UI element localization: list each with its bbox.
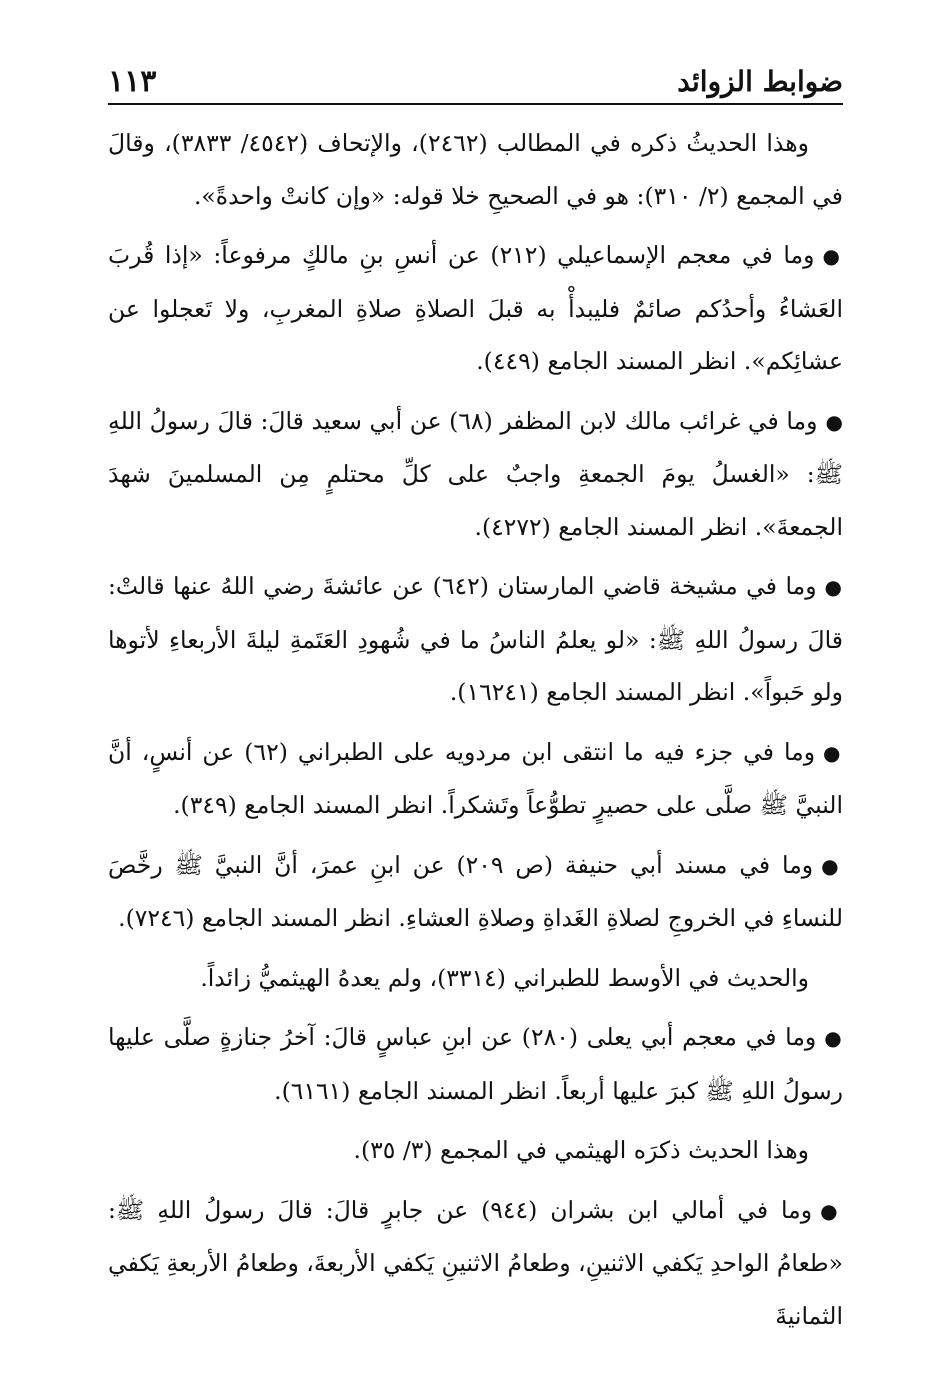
paragraph: وهذا الحديثُ ذكره في المطالب (٢٤٦٢)، والإتحاف (٤٥٤٢/ ٣٨٣٣)، وقالَ في المجمع (٢/ ٣١٠): هو في الصحيحِ خلا قوله: «وإن كانتْ واحدةً». [108,129,843,210]
paragraph: ●وما في معجم أبي يعلى (٢٨٠) عن ابنِ عباسٍ قالَ: آخرُ جنازةٍ صلَّى عليها رسولُ اللهِ ﷺ كبرَ عليها أربعاً. انظر المسند الجامع (٦١٦١). [108,1023,844,1105]
bullet-icon: ● [824,575,844,599]
paragraph: والحديث في الأوسط للطبراني (٣٣١٤)، ولم يعدهُ الهيثميُّ زائداً. [200,963,809,992]
paragraph: ●وما في غرائب مالك لابن المظفر (٦٨) عن أبي سعيد قالَ: قالَ رسولُ اللهِ ﷺ: «الغسلُ يومَ الجمعةِ واجبٌ على كلِّ محتلمٍ مِن المسلمينَ شهدَ الجمعةَ». انظر المسند الجامع (٤٢٧٢). [108,406,844,541]
page-body [108,117,843,1349]
paragraph: ●وما في جزء فيه ما انتقى ابن مردويه على الطبراني (٦٢) عن أنسٍ، أنَّ النبيَّ ﷺ صلَّى على حصيرٍ تطوُّعاً وتَشكراً. انظر المسند الجامع (٣٤٩). [108,737,844,819]
paragraph: ●وما في معجم الإسماعيلي (٢١٢) عن أنسِ بنِ مالكٍ مرفوعاً: «إذا قُربَ العَشاءُ وأحدُكم صائمٌ فليبدأْ به قبلَ الصلاةِ صلاةِ المغربِ، ولا تَعجلوا عن عشائِكم». انظر المسند الجامع (٤٤٩). [108,241,843,375]
bullet-icon: ● [820,1198,844,1223]
page-number: ١١٣ [108,64,157,99]
bullet-icon: ● [821,853,844,878]
bullet-icon: ● [824,1026,844,1050]
paragraph: ●وما في أمالي ابن بشران (٩٤٤) عن جابرٍ قالَ: قالَ رسولُ اللهِ ﷺ: «طعامُ الواحدِ يَكفي الاثنينِ، وطعامُ الاثنينِ يَكفي الأربعةَ، وطعامُ الأربعةِ يَكفي الثمانيةَ [108,1195,844,1330]
running-title: ضوابط الزوائد [677,65,843,98]
bullet-icon: ● [822,244,843,268]
paragraph: وهذا الحديث ذكرَه الهيثمي في المجمع (٣/ ٣٥). [353,1136,809,1164]
bullet-icon: ● [823,740,844,765]
page-header [108,58,843,102]
header-rule [108,103,843,105]
paragraph: ●وما في مشيخة قاضي المارستان (٦٤٢) عن عائشةَ رضي اللهُ عنها قالتْ: قالَ رسولُ اللهِ ﷺ: «لو يعلمُ الناسُ ما في شُهودِ العَتَمةِ ليلةَ الأربعاءِ لأتوها ولو حَبواً». انظر المسند الجامع (١٦٢٤١). [108,572,844,706]
paragraph: ●وما في مسند أبي حنيفة (ص ٢٠٩) عن ابنِ عمرَ، أنَّ النبيَّ ﷺ رخَّصَ للنساءِ في الخروجِ لصلاةِ الغَداةِ وصلاةِ العشاءِ. انظر المسند الجامع (٧٢٤٦). [108,850,844,932]
bullet-icon: ● [825,409,844,434]
